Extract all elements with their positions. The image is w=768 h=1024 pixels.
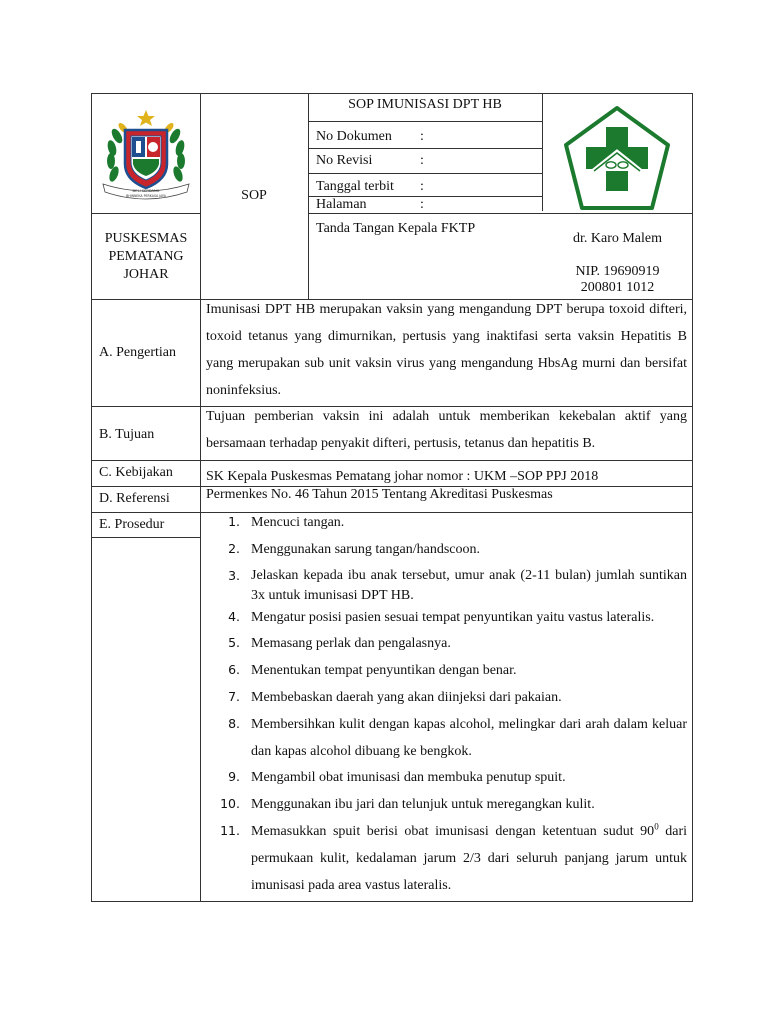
step-text: Menggunakan ibu jari dan telunjuk untuk meregangkan kulit. xyxy=(251,797,595,812)
signer-name: dr. Karo Malem xyxy=(572,231,663,246)
divider xyxy=(308,173,542,174)
doc-type-label: SOP xyxy=(241,188,267,203)
step-text: Mencuci tangan. xyxy=(251,515,345,530)
section-label-pengertian: A. Pengertian xyxy=(99,345,176,360)
step-text: Membersihkan kulit dengan kapas alcohol, melingkar dari arah dalam keluar dan kapas alcohol dibuang ke bengkok. xyxy=(251,717,687,759)
step-number: 7. xyxy=(228,689,240,704)
section-label-referensi: D. Referensi xyxy=(99,491,170,506)
star-icon xyxy=(137,110,155,126)
referensi-text: Permenkes No. 46 Tahun 2015 Tentang Akreditasi Puskesmas xyxy=(206,487,553,502)
step-text: Jelaskan kepada ibu anak tersebut, umur anak (2-11 bulan) jumlah suntikan 3x untuk imunisasi DPT HB. xyxy=(251,568,687,603)
step-number: 8. xyxy=(228,716,240,731)
org-name-line-1: PUSKESMAS xyxy=(104,231,188,246)
section-label-prosedur: E. Prosedur xyxy=(99,517,165,532)
step-number: 9. xyxy=(228,769,240,784)
signer-nip-line-1: NIP. 19690919 xyxy=(575,264,660,279)
divider xyxy=(308,213,693,214)
doc-title: SOP IMUNISASI DPT HB xyxy=(348,97,502,112)
step-text: Menggunakan sarung tangan/handscoon. xyxy=(251,542,480,557)
field-label-no-revisi: No Revisi xyxy=(316,153,373,168)
pengertian-text: Imunisasi DPT HB merupakan vaksin yang mengandung DPT berupa toxoid difteri, toxoid tetanus yang dimurnikan, pertusis yang inaktifasi serta vaksin Hepatitis B yang merupakan sub unit vaksin virus yang mengandung HbsAg murni dan bersifat noninfeksius. xyxy=(206,302,687,398)
signer-nip-line-2: 200801 1012 xyxy=(580,280,655,295)
field-sep: : xyxy=(420,129,424,144)
step-number: 11. xyxy=(220,823,240,838)
divider xyxy=(308,148,542,149)
step-number: 3. xyxy=(228,568,240,583)
step-text: Memasang perlak dan pengalasnya. xyxy=(251,636,451,651)
step-number: 10. xyxy=(220,796,240,811)
step-number: 1. xyxy=(228,514,240,529)
step-text xyxy=(251,818,687,899)
field-label-halaman: Halaman xyxy=(316,197,367,212)
step-number: 4. xyxy=(228,609,240,624)
tujuan-text: Tujuan pemberian vaksin ini adalah untuk memberikan kekebalan aktif yang bersamaan terhadap penyakit difteri, pertusis, tetanus dan hepatitis B. xyxy=(206,409,687,451)
field-label-tanggal-terbit: Tanggal terbit xyxy=(316,179,394,194)
step-number: 5. xyxy=(228,635,240,650)
step-text: Menentukan tempat penyuntikan dengan benar. xyxy=(251,663,517,678)
step-number: 2. xyxy=(228,541,240,556)
svg-text:BHINNEKA PERKASA JAYA: BHINNEKA PERKASA JAYA xyxy=(126,194,166,198)
step-text: Mengatur posisi pasien sesuai tempat penyuntikan yaitu vastus lateralis. xyxy=(251,610,655,625)
org-name-line-3: JOHAR xyxy=(123,267,169,282)
signature-label: Tanda Tangan Kepala FKTP xyxy=(316,221,476,236)
step-text-part: dari permukaan kulit, kedalaman jarum 2/3 dari seluruh panjang jarum untuk imunisasi pada area vastus lateralis. xyxy=(251,824,688,893)
field-sep: : xyxy=(420,153,424,168)
svg-text:DELI SERDANG: DELI SERDANG xyxy=(132,189,160,193)
divider xyxy=(542,94,543,211)
org-name-line-2: PEMATANG xyxy=(108,249,184,264)
puskesmas-logo xyxy=(560,105,674,211)
step-number: 6. xyxy=(228,662,240,677)
step-text: Membebaskan daerah yang akan diinjeksi dari pakaian. xyxy=(251,690,562,705)
field-sep: : xyxy=(420,197,424,212)
field-label-no-dokumen: No Dokumen xyxy=(316,129,392,144)
divider xyxy=(200,94,201,902)
sop-document xyxy=(91,93,693,902)
step-text: Mengambil obat imunisasi dan membuka penutup spuit. xyxy=(251,770,566,785)
regency-seal-logo xyxy=(97,106,195,206)
divider xyxy=(92,537,200,538)
degree-superscript: 0 xyxy=(654,821,659,832)
section-label-tujuan: B. Tujuan xyxy=(99,427,155,442)
section-label-kebijakan: C. Kebijakan xyxy=(99,465,173,480)
divider xyxy=(308,121,542,122)
divider xyxy=(92,213,200,214)
divider xyxy=(92,460,693,461)
field-sep: : xyxy=(420,179,424,194)
step-text-part: Memasukkan spuit berisi obat imunisasi dengan ketentuan sudut 90 xyxy=(251,824,655,839)
kebijakan-text: SK Kepala Puskesmas Pematang johar nomor : UKM –SOP PPJ 2018 xyxy=(206,469,599,484)
